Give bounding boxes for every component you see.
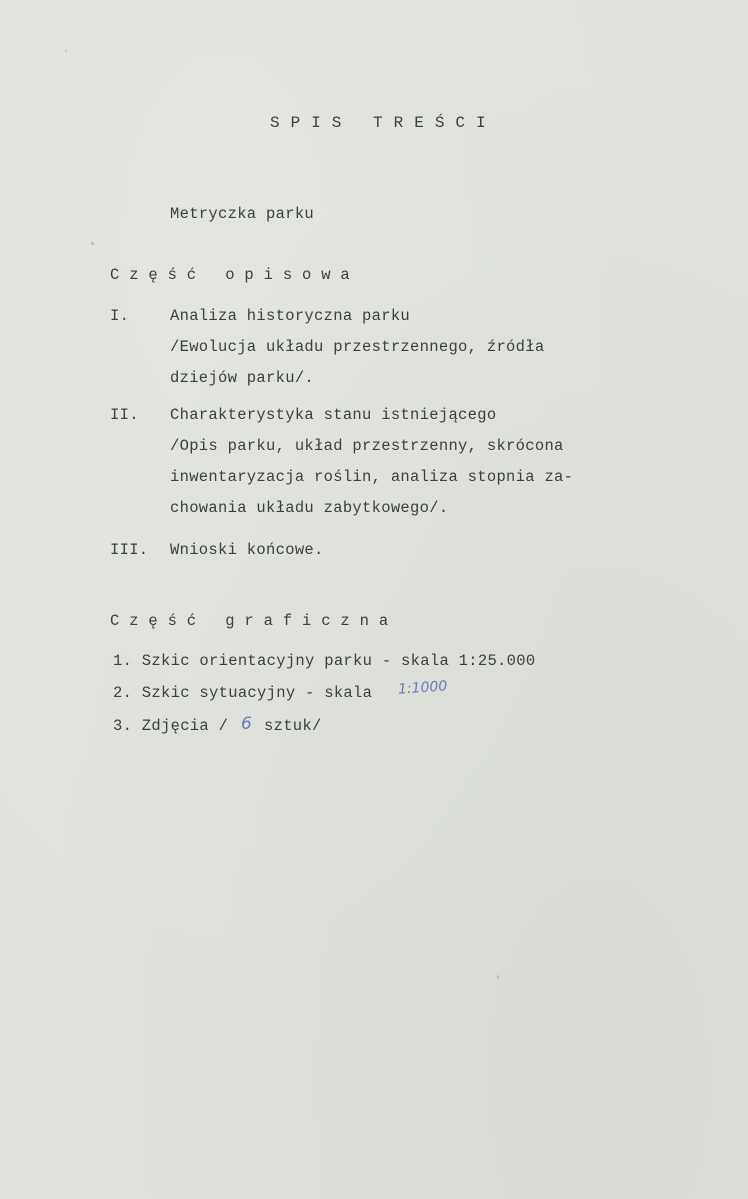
- paper-speck: [91, 242, 94, 245]
- graphic-item-2: 2. Szkic sytuacyjny - skala: [113, 684, 373, 702]
- paper-speck: [65, 50, 67, 52]
- section-line: Analiza historyczna parku: [170, 307, 411, 325]
- section-line: inwentaryzacja roślin, analiza stopnia za-: [170, 468, 574, 486]
- graphic-item-3-prefix: 3. Zdjęcia /: [113, 717, 229, 735]
- section-line: /Ewolucja układu przestrzennego, źródła: [170, 338, 545, 356]
- section-line: Wnioski końcowe.: [170, 541, 324, 559]
- metryczka-entry: Metryczka parku: [170, 205, 315, 223]
- paper-speck: [497, 975, 499, 979]
- handwritten-scale: 1:1000: [397, 678, 448, 698]
- handwritten-photo-count: 6: [241, 714, 252, 734]
- section-number: I.: [110, 307, 130, 325]
- part-descriptive-heading: C z ę ś ć o p i s o w a: [110, 266, 351, 284]
- page-title: S P I S T R E Ś C I: [270, 114, 487, 132]
- section-line: dziejów parku/.: [170, 369, 315, 387]
- graphic-item-1: 1. Szkic orientacyjny parku - skala 1:25.000: [113, 652, 536, 670]
- section-line: chowania układu zabytkowego/.: [170, 499, 449, 517]
- part-graphic-heading: C z ę ś ć g r a f i c z n a: [110, 612, 389, 630]
- section-line: /Opis parku, układ przestrzenny, skrócona: [170, 437, 564, 455]
- section-line: Charakterystyka stanu istniejącego: [170, 406, 497, 424]
- section-number: II.: [110, 406, 139, 424]
- graphic-item-3-suffix: sztuk/: [264, 717, 322, 735]
- section-number: III.: [110, 541, 149, 559]
